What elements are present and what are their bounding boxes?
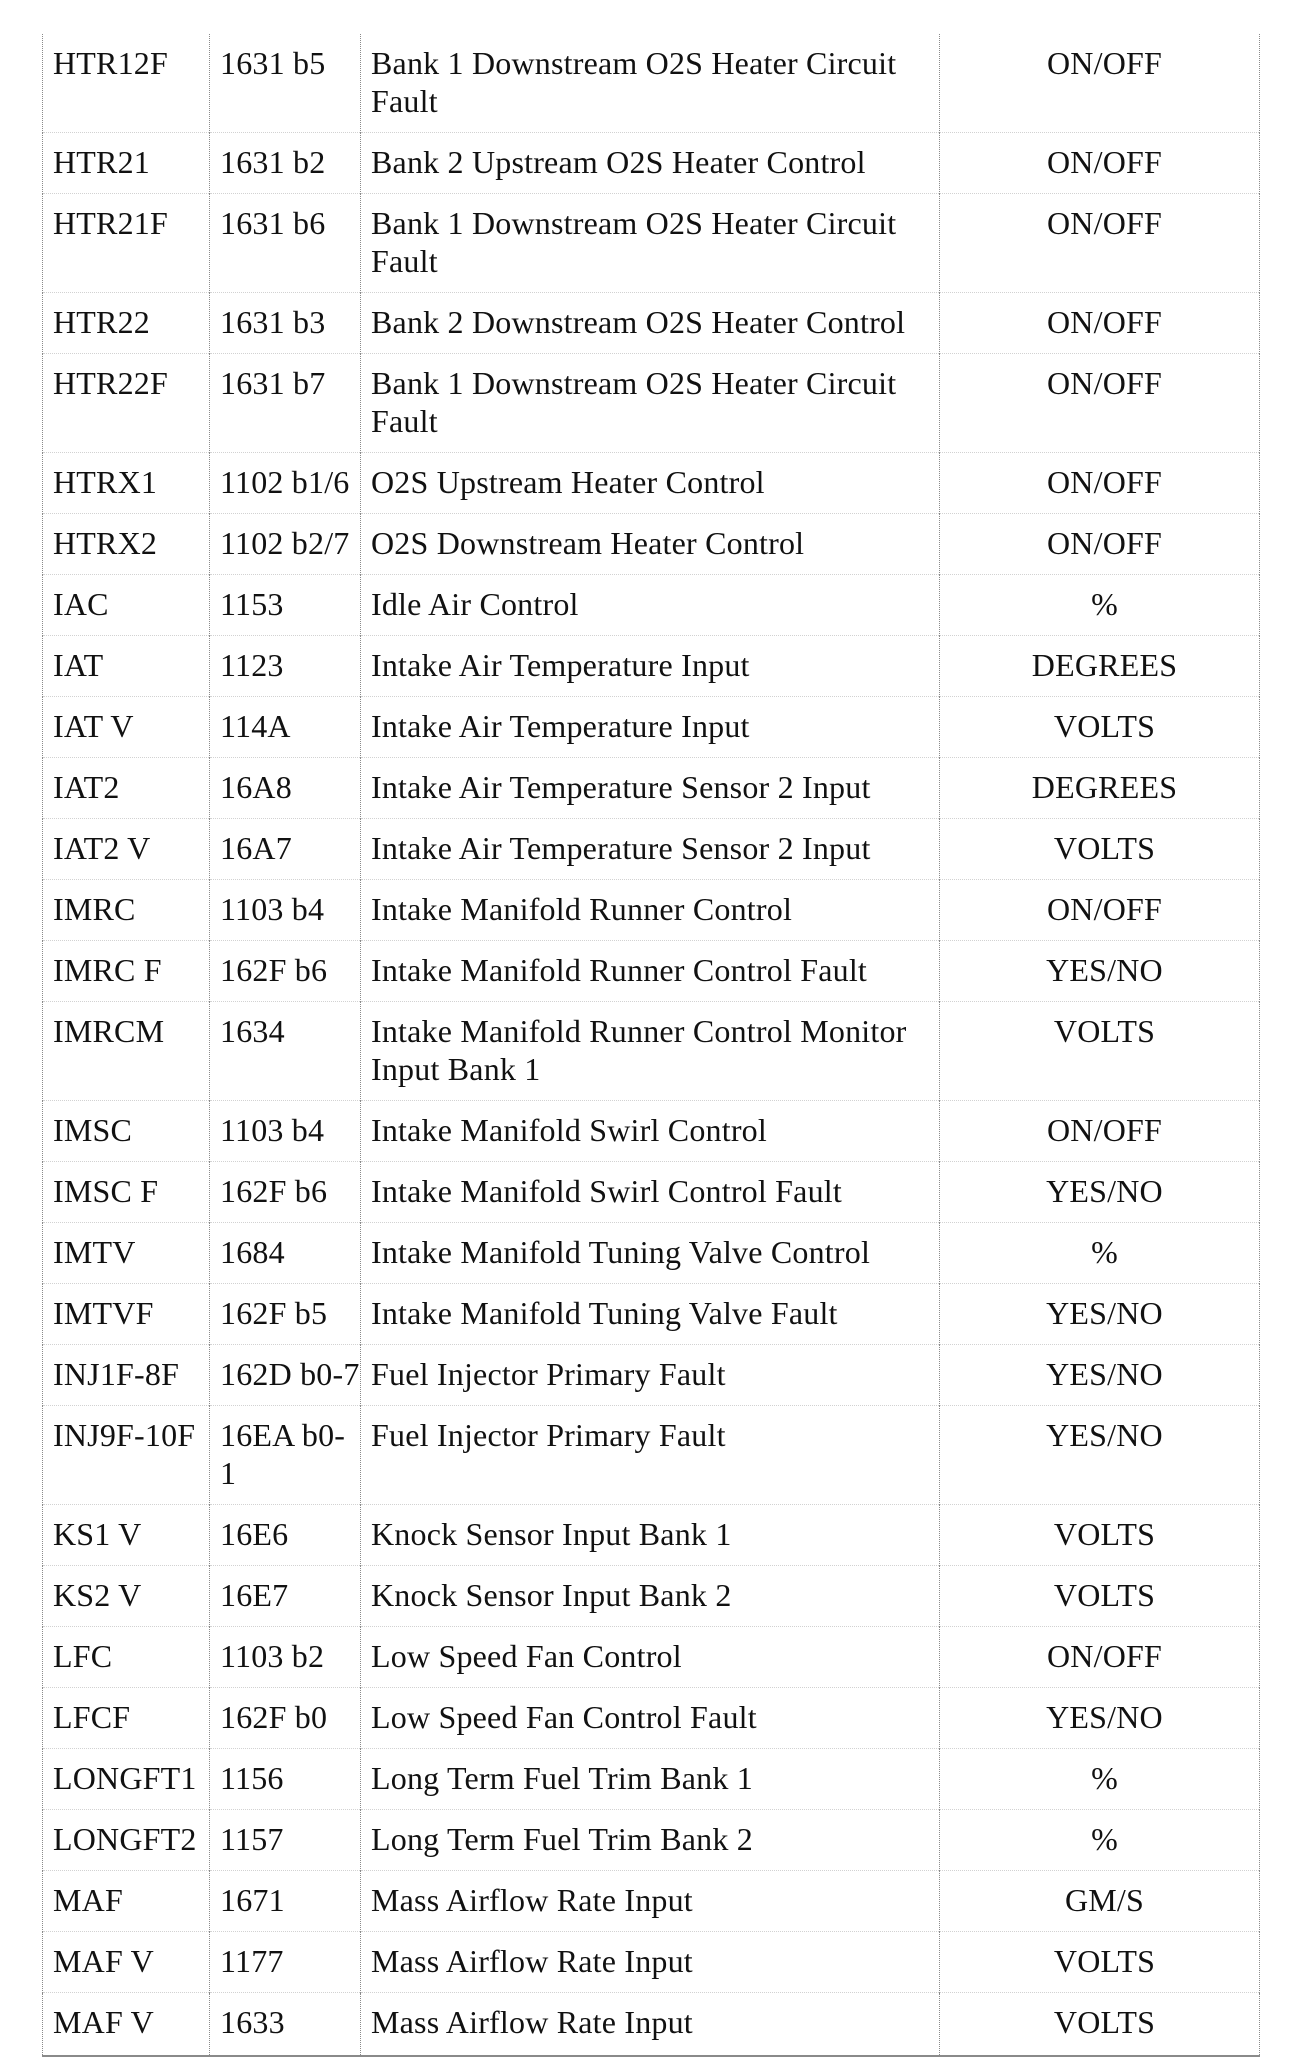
acronym-cell: HTR21 (43, 133, 210, 194)
description-cell: Long Term Fuel Trim Bank 2 (361, 1810, 940, 1871)
acronym-cell: HTRX1 (43, 453, 210, 514)
acronym-cell: IMRC F (43, 941, 210, 1002)
acronym-cell: MAF V (43, 1993, 210, 2057)
units-cell: DEGREES (940, 758, 1260, 819)
pid-table-page (42, 34, 1260, 2057)
table-row (43, 1932, 1260, 1993)
units-cell: YES/NO (940, 1284, 1260, 1345)
pid-cell: 1177 (210, 1932, 361, 1993)
units-cell: ON/OFF (940, 133, 1260, 194)
acronym-cell: INJ9F-10F (43, 1406, 210, 1505)
acronym-cell: IAT2 V (43, 819, 210, 880)
acronym-cell: MAF V (43, 1932, 210, 1993)
pid-cell: 16A8 (210, 758, 361, 819)
description-cell: Low Speed Fan Control Fault (361, 1688, 940, 1749)
units-cell: GM/S (940, 1871, 1260, 1932)
table-row (43, 194, 1260, 293)
pid-cell: 114A (210, 697, 361, 758)
description-cell: O2S Upstream Heater Control (361, 453, 940, 514)
units-cell: YES/NO (940, 1162, 1260, 1223)
pid-cell: 1671 (210, 1871, 361, 1932)
units-cell: ON/OFF (940, 354, 1260, 453)
units-cell: ON/OFF (940, 880, 1260, 941)
description-cell: Intake Manifold Swirl Control (361, 1101, 940, 1162)
pid-cell: 1631 b5 (210, 34, 361, 133)
table-row (43, 1993, 1260, 2057)
table-row (43, 354, 1260, 453)
description-cell: Intake Manifold Tuning Valve Fault (361, 1284, 940, 1345)
description-cell: Bank 1 Downstream O2S Heater Circuit Fault (361, 34, 940, 133)
table-row (43, 1002, 1260, 1101)
description-cell: Bank 1 Downstream O2S Heater Circuit Fault (361, 194, 940, 293)
acronym-cell: HTR21F (43, 194, 210, 293)
units-cell: ON/OFF (940, 453, 1260, 514)
units-cell: ON/OFF (940, 293, 1260, 354)
acronym-cell: IMTV (43, 1223, 210, 1284)
pid-cell: 162F b5 (210, 1284, 361, 1345)
acronym-cell: IAT2 (43, 758, 210, 819)
pid-cell: 1102 b2/7 (210, 514, 361, 575)
pid-cell: 1157 (210, 1810, 361, 1871)
acronym-cell: IAT V (43, 697, 210, 758)
description-cell: Mass Airflow Rate Input (361, 1993, 940, 2057)
acronym-cell: HTR22F (43, 354, 210, 453)
pid-table-body (43, 34, 1260, 2056)
acronym-cell: KS2 V (43, 1566, 210, 1627)
units-cell: ON/OFF (940, 194, 1260, 293)
description-cell: Bank 1 Downstream O2S Heater Circuit Fault (361, 354, 940, 453)
pid-table (42, 34, 1260, 2057)
table-row (43, 1688, 1260, 1749)
acronym-cell: IAC (43, 575, 210, 636)
units-cell: YES/NO (940, 1345, 1260, 1406)
table-row (43, 1101, 1260, 1162)
table-row (43, 697, 1260, 758)
table-row (43, 514, 1260, 575)
units-cell: YES/NO (940, 1688, 1260, 1749)
pid-cell: 1631 b7 (210, 354, 361, 453)
pid-cell: 1631 b3 (210, 293, 361, 354)
units-cell: % (940, 1223, 1260, 1284)
table-row (43, 1223, 1260, 1284)
description-cell: Intake Manifold Runner Control (361, 880, 940, 941)
description-cell: Intake Air Temperature Input (361, 636, 940, 697)
pid-cell: 1153 (210, 575, 361, 636)
pid-cell: 162F b6 (210, 1162, 361, 1223)
acronym-cell: HTR12F (43, 34, 210, 133)
table-row (43, 880, 1260, 941)
units-cell: % (940, 1749, 1260, 1810)
units-cell: YES/NO (940, 1406, 1260, 1505)
units-cell: DEGREES (940, 636, 1260, 697)
acronym-cell: KS1 V (43, 1505, 210, 1566)
pid-cell: 162F b6 (210, 941, 361, 1002)
units-cell: VOLTS (940, 1993, 1260, 2057)
acronym-cell: IMRC (43, 880, 210, 941)
acronym-cell: IMSC (43, 1101, 210, 1162)
units-cell: VOLTS (940, 1002, 1260, 1101)
table-row (43, 575, 1260, 636)
description-cell: Bank 2 Upstream O2S Heater Control (361, 133, 940, 194)
description-cell: Idle Air Control (361, 575, 940, 636)
table-row (43, 1284, 1260, 1345)
pid-cell: 1631 b6 (210, 194, 361, 293)
units-cell: ON/OFF (940, 1627, 1260, 1688)
description-cell: Fuel Injector Primary Fault (361, 1406, 940, 1505)
pid-cell: 1634 (210, 1002, 361, 1101)
pid-cell: 162D b0-7 (210, 1345, 361, 1406)
pid-cell: 1103 b2 (210, 1627, 361, 1688)
acronym-cell: IMTVF (43, 1284, 210, 1345)
description-cell: Intake Air Temperature Input (361, 697, 940, 758)
description-cell: Intake Manifold Swirl Control Fault (361, 1162, 940, 1223)
table-row (43, 1871, 1260, 1932)
acronym-cell: MAF (43, 1871, 210, 1932)
pid-cell: 16A7 (210, 819, 361, 880)
pid-cell: 16E6 (210, 1505, 361, 1566)
description-cell: Bank 2 Downstream O2S Heater Control (361, 293, 940, 354)
acronym-cell: LFCF (43, 1688, 210, 1749)
table-row (43, 34, 1260, 133)
description-cell: Mass Airflow Rate Input (361, 1932, 940, 1993)
acronym-cell: IMRCM (43, 1002, 210, 1101)
units-cell: ON/OFF (940, 34, 1260, 133)
units-cell: ON/OFF (940, 514, 1260, 575)
description-cell: Fuel Injector Primary Fault (361, 1345, 940, 1406)
table-row (43, 1162, 1260, 1223)
pid-cell: 1102 b1/6 (210, 453, 361, 514)
pid-cell: 1631 b2 (210, 133, 361, 194)
table-row (43, 1810, 1260, 1871)
description-cell: Intake Manifold Tuning Valve Control (361, 1223, 940, 1284)
units-cell: YES/NO (940, 941, 1260, 1002)
acronym-cell: HTRX2 (43, 514, 210, 575)
description-cell: O2S Downstream Heater Control (361, 514, 940, 575)
acronym-cell: IMSC F (43, 1162, 210, 1223)
table-row (43, 133, 1260, 194)
table-row (43, 758, 1260, 819)
units-cell: ON/OFF (940, 1101, 1260, 1162)
table-row (43, 453, 1260, 514)
description-cell: Long Term Fuel Trim Bank 1 (361, 1749, 940, 1810)
table-row (43, 636, 1260, 697)
description-cell: Low Speed Fan Control (361, 1627, 940, 1688)
description-cell: Intake Air Temperature Sensor 2 Input (361, 819, 940, 880)
acronym-cell: LONGFT2 (43, 1810, 210, 1871)
units-cell: VOLTS (940, 1932, 1260, 1993)
description-cell: Intake Air Temperature Sensor 2 Input (361, 758, 940, 819)
table-row (43, 941, 1260, 1002)
pid-cell: 16EA b0-1 (210, 1406, 361, 1505)
pid-cell: 16E7 (210, 1566, 361, 1627)
description-cell: Knock Sensor Input Bank 2 (361, 1566, 940, 1627)
acronym-cell: INJ1F-8F (43, 1345, 210, 1406)
description-cell: Mass Airflow Rate Input (361, 1871, 940, 1932)
units-cell: % (940, 575, 1260, 636)
units-cell: % (940, 1810, 1260, 1871)
pid-cell: 1103 b4 (210, 1101, 361, 1162)
description-cell: Intake Manifold Runner Control Monitor Input Bank 1 (361, 1002, 940, 1101)
pid-cell: 162F b0 (210, 1688, 361, 1749)
table-row (43, 1406, 1260, 1505)
acronym-cell: LONGFT1 (43, 1749, 210, 1810)
units-cell: VOLTS (940, 819, 1260, 880)
table-row (43, 1345, 1260, 1406)
table-row (43, 1566, 1260, 1627)
description-cell: Intake Manifold Runner Control Fault (361, 941, 940, 1002)
units-cell: VOLTS (940, 1505, 1260, 1566)
table-row (43, 1505, 1260, 1566)
pid-cell: 1103 b4 (210, 880, 361, 941)
units-cell: VOLTS (940, 1566, 1260, 1627)
description-cell: Knock Sensor Input Bank 1 (361, 1505, 940, 1566)
pid-cell: 1684 (210, 1223, 361, 1284)
table-row (43, 819, 1260, 880)
pid-cell: 1633 (210, 1993, 361, 2057)
pid-cell: 1156 (210, 1749, 361, 1810)
pid-cell: 1123 (210, 636, 361, 697)
units-cell: VOLTS (940, 697, 1260, 758)
table-row (43, 293, 1260, 354)
table-row (43, 1749, 1260, 1810)
acronym-cell: IAT (43, 636, 210, 697)
table-row (43, 1627, 1260, 1688)
acronym-cell: LFC (43, 1627, 210, 1688)
acronym-cell: HTR22 (43, 293, 210, 354)
